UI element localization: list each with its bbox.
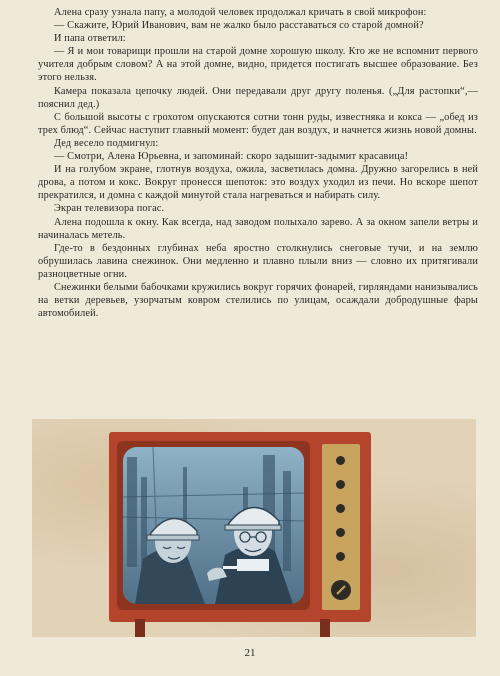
tuning-knob-icon (336, 456, 345, 465)
tuning-knob-icon (336, 504, 345, 513)
paragraph: И папа ответил: (54, 33, 126, 45)
control-panel (322, 444, 360, 610)
tv-illustration (32, 419, 476, 637)
tv-leg (135, 619, 145, 637)
paragraph: — Смотри, Алена Юрьевна, и запоминай: скоро задышит-задымит красавица! (54, 151, 409, 163)
paragraph: Алена сразу узнала папу, а молодой человек продолжал кричать в свой микрофон: (54, 7, 427, 18)
channel-dial-icon (331, 580, 351, 600)
paragraph: С большой высоты с грохотом опускаются сотни тонн руды, известняка и кокса — „обед из трех блюд“. Сейчас наступит главный момент: будет дан воздух, и начнется жизнь новой домны. (38, 111, 478, 136)
screen-image (123, 447, 304, 604)
page-number: 21 (244, 647, 256, 659)
paragraph: — Я и мои товарищи прошли на старой домне хорошую школу. Кто же не вспомнит первого учителя добрым словом? А на этой домне, видно, придется постигать высшее образование. Без этого нельзя. (38, 46, 478, 84)
paragraph: Где-то в бездонных глубинах неба яростно столкнулись снеговые тучи, и на землю обрушилась лавина снежинок. Они медленно и плавно плыли вниз — словно их притягивали разноцветные огни. (38, 242, 478, 280)
paragraph: — Скажите, Юрий Иванович, вам не жалко было расставаться со старой домной? (54, 20, 424, 32)
paragraph: И на голубом экране, глотнув воздуха, ожила, засветилась домна. Дружно загорелись в ней дрова, а потом и кокс. Вокруг пронесся шепоток: это воздух уходил из печи. Но вскоре шепот прекратился, и домна с каждой минутой стала нагреваться и набирать силу. (38, 164, 478, 202)
tuning-knob-icon (336, 480, 345, 489)
television (109, 432, 371, 622)
tv-leg (320, 619, 330, 637)
tuning-knob-icon (336, 528, 345, 537)
paragraph: Экран телевизора погас. (54, 203, 165, 215)
screen-frame (117, 441, 310, 610)
paragraph: Камера показала цепочку людей. Они передавали друг другу поленья. („Для растопки“,— пояснил дед.) (38, 85, 478, 110)
tuning-knob-icon (336, 552, 345, 561)
paragraph: Дед весело подмигнул: (54, 137, 159, 149)
paragraph: Снежинки белыми бабочками кружились вокруг горячих фонарей, гирляндами нанизывались на ветки деревьев, узорчатым ковром стелились по улицам, осаждали добродушные фары автомобилей. (38, 281, 478, 320)
paragraph: Алена подошла к окну. Как всегда, над заводом полыхало зарево. А за окном запели ветры и начиналась метель. (38, 216, 478, 241)
body-text (38, 6, 478, 320)
tv-screen (123, 447, 304, 604)
